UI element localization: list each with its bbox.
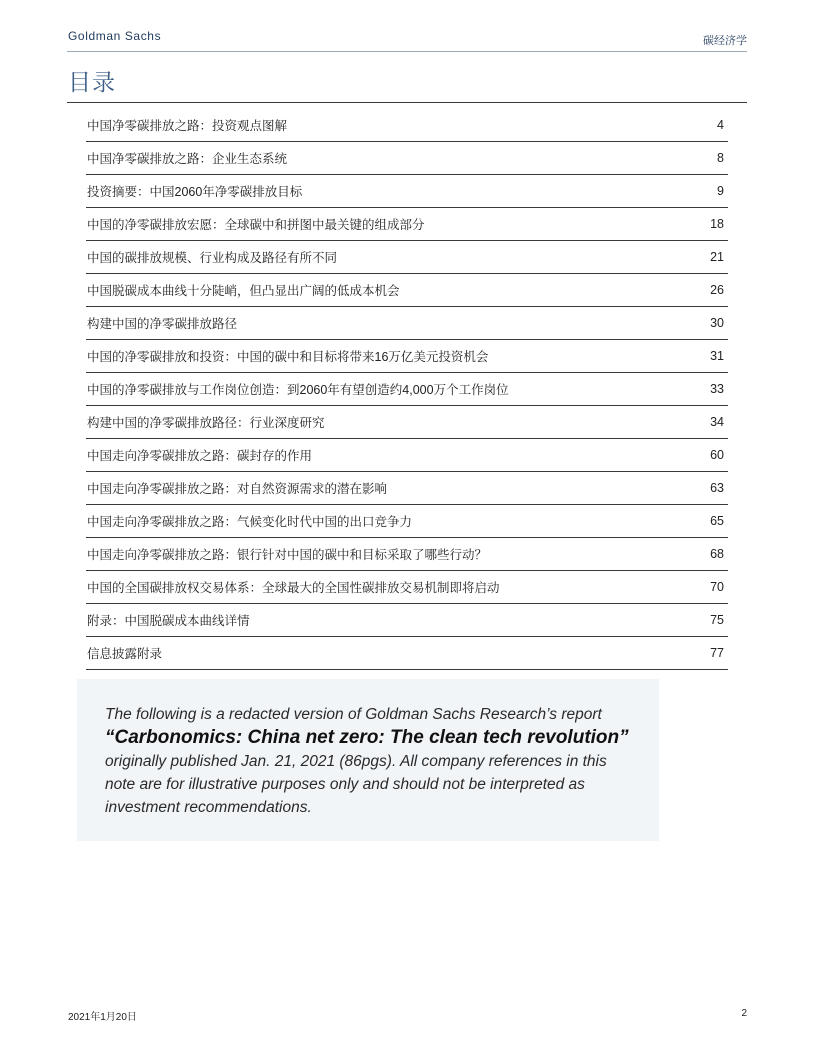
header-brand: Goldman Sachs [68,29,162,43]
toc-entry[interactable] [86,241,728,274]
toc-entry[interactable] [86,175,728,208]
toc-entry[interactable] [86,307,728,340]
toc-entry-title: 构建中国的净零碳排放路径 [87,317,238,331]
toc-entry-title: 中国的碳排放规模、行业构成及路径有所不同 [87,251,338,265]
toc-entry[interactable] [86,373,728,406]
toc-entry[interactable] [86,208,728,241]
toc-entry-page: 30 [710,316,724,330]
table-of-contents [86,109,728,670]
toc-entry[interactable] [86,538,728,571]
toc-entry[interactable] [86,637,728,670]
toc-entry-page: 18 [710,217,724,231]
toc-entry-title: 投资摘要：中国2060年净零碳排放目标 [87,185,303,199]
page-title: 目录 [68,69,116,95]
toc-entry[interactable] [86,109,728,142]
toc-entry[interactable] [86,340,728,373]
footer-page-number: 2 [741,1008,747,1019]
toc-entry-title: 中国净零碳排放之路：投资观点图解 [87,119,288,133]
toc-entry-page: 77 [710,646,724,660]
toc-entry-title: 中国的净零碳排放和投资：中国的碳中和目标将带来16万亿美元投资机会 [87,350,489,364]
toc-entry[interactable] [86,472,728,505]
toc-entry-page: 31 [710,349,724,363]
redaction-note [105,703,630,819]
toc-entry-title: 中国走向净零碳排放之路：气候变化时代中国的出口竞争力 [87,515,413,529]
toc-entry-title: 中国走向净零碳排放之路：对自然资源需求的潜在影响 [87,482,388,496]
header-section-label: 碳经济学 [703,35,747,47]
toc-entry[interactable] [86,505,728,538]
toc-entry-title: 中国脱碳成本曲线十分陡峭，但凸显出广阔的低成本机会 [87,284,400,298]
toc-entry-page: 26 [710,283,724,297]
toc-entry-title: 中国走向净零碳排放之路：银行针对中国的碳中和目标采取了哪些行动？ [87,548,488,562]
redaction-note-box [77,679,659,841]
toc-entry-title: 附录：中国脱碳成本曲线详情 [87,614,250,628]
toc-entry-title: 中国的净零碳排放与工作岗位创造：到2060年有望创造约4,000万个工作岗位 [87,383,509,397]
toc-entry-title: 信息披露附录 [87,647,163,661]
note-intro: The following is a redacted version of Goldman Sachs Research’s report [105,706,602,723]
toc-entry-page: 9 [717,184,724,198]
toc-entry-page: 65 [710,514,724,528]
note-report-title: “Carbonomics: China net zero: The clean tech revolution” [105,727,629,748]
toc-entry-page: 33 [710,382,724,396]
toc-entry-page: 21 [710,250,724,264]
toc-entry[interactable] [86,571,728,604]
toc-entry-page: 68 [710,547,724,561]
toc-entry-title: 中国走向净零碳排放之路：碳封存的作用 [87,449,313,463]
toc-entry-title: 构建中国的净零碳排放路径：行业深度研究 [87,416,325,430]
toc-entry-page: 8 [717,151,724,165]
toc-entry-page: 4 [717,118,724,132]
toc-entry-page: 60 [710,448,724,462]
toc-entry[interactable] [86,274,728,307]
toc-entry[interactable] [86,142,728,175]
toc-entry-page: 70 [710,580,724,594]
toc-entry-title: 中国的净零碳排放宏愿：全球碳中和拼图中最关键的组成部分 [87,218,425,232]
toc-entry-page: 75 [710,613,724,627]
note-rest: originally published Jan. 21, 2021 (86pgs). All company references in this note are for illustrative purposes only and should not be interpreted as investment recommendations. [105,753,607,816]
toc-entry[interactable] [86,406,728,439]
toc-entry[interactable] [86,439,728,472]
toc-entry-page: 63 [710,481,724,495]
header-divider [67,51,747,52]
footer-date: 2021年1月20日 [68,1012,137,1023]
title-divider [67,102,747,103]
toc-entry[interactable] [86,604,728,637]
toc-entry-page: 34 [710,415,724,429]
toc-entry-title: 中国净零碳排放之路：企业生态系统 [87,152,288,166]
toc-entry-title: 中国的全国碳排放权交易体系：全球最大的全国性碳排放交易机制即将启动 [87,581,500,595]
